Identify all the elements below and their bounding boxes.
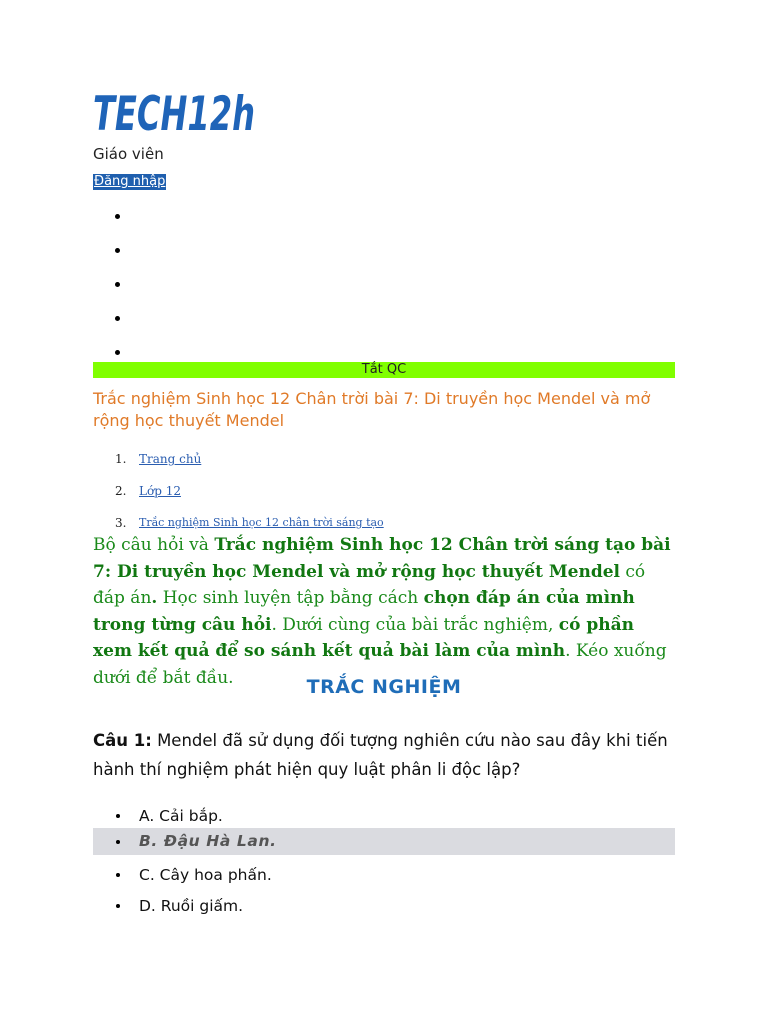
ad-toggle-button[interactable]: Tắt QC bbox=[93, 362, 675, 378]
logo-text: TECH12h bbox=[93, 87, 255, 142]
intro-text: . Dưới cùng của bài trắc nghiệm, bbox=[271, 614, 559, 635]
bullet-icon bbox=[115, 316, 120, 321]
bullet-icon bbox=[116, 814, 120, 818]
bullet-icon bbox=[116, 873, 120, 877]
breadcrumb-number: 3. bbox=[115, 516, 127, 530]
intro-text: . Kéo xuống dưới để bắt đầu. bbox=[93, 641, 667, 688]
answer-list bbox=[93, 804, 675, 918]
login-link[interactable]: Đăng nhập bbox=[94, 174, 166, 189]
answer-option-c[interactable] bbox=[93, 863, 675, 887]
page-title: Trắc nghiệm Sinh học 12 Chân trời bài 7: Di truyền học Mendel và mở rộng học thuyết Mendel bbox=[93, 389, 651, 430]
answer-label: A. Cải bắp. bbox=[139, 807, 223, 825]
answer-label: C. Cây hoa phấn. bbox=[139, 866, 272, 884]
breadcrumb-number: 2. bbox=[115, 484, 127, 498]
question-1 bbox=[93, 726, 675, 784]
answer-option-a[interactable] bbox=[93, 804, 675, 828]
intro-paragraph bbox=[93, 532, 675, 691]
breadcrumb-link-grade[interactable]: Lớp 12 bbox=[139, 484, 181, 498]
bullet-icon bbox=[115, 350, 120, 355]
bullet-icon bbox=[115, 282, 120, 287]
question-label: Câu 1: bbox=[93, 731, 152, 750]
bullet-icon bbox=[115, 248, 120, 253]
breadcrumb-number: 1. bbox=[115, 452, 127, 466]
answer-label: B. Đậu Hà Lan. bbox=[139, 832, 277, 850]
answer-label: D. Ruồi giấm. bbox=[139, 897, 244, 915]
intro-text: Bộ câu hỏi và bbox=[93, 535, 215, 555]
intro-bold: có phần xem kết quả để so sánh kết quả bài làm của mình bbox=[93, 614, 634, 661]
section-title: TRẮC NGHIỆM bbox=[306, 676, 462, 698]
intro-text: Học sinh luyện tập bằng cách bbox=[157, 588, 424, 608]
intro-bold: . bbox=[151, 588, 158, 608]
bullet-icon bbox=[116, 840, 120, 844]
intro-bold: Trắc nghiệm Sinh học 12 Chân trời sáng tạo bài 7: Di truyền học Mendel và mở rộng học thuyết Mendel bbox=[93, 535, 671, 582]
answer-option-b-selected[interactable] bbox=[93, 828, 675, 855]
bullet-icon bbox=[115, 214, 120, 219]
intro-text: có đáp án bbox=[93, 561, 646, 608]
role-label: Giáo viên bbox=[93, 145, 164, 163]
tech12h-logo[interactable] bbox=[93, 86, 258, 142]
bullet-icon bbox=[116, 904, 120, 908]
intro-bold: chọn đáp án của mình trong từng câu hỏi bbox=[93, 588, 635, 635]
question-text: Mendel đã sử dụng đối tượng nghiên cứu nào sau đây khi tiến hành thí nghiệm phát hiện quy luật phân li độc lập? bbox=[93, 731, 668, 779]
answer-option-d[interactable] bbox=[93, 894, 675, 918]
breadcrumb-link-category[interactable]: Trắc nghiệm Sinh học 12 chân trời sáng tạo bbox=[139, 516, 384, 529]
breadcrumb-link-home[interactable]: Trang chủ bbox=[139, 452, 202, 466]
